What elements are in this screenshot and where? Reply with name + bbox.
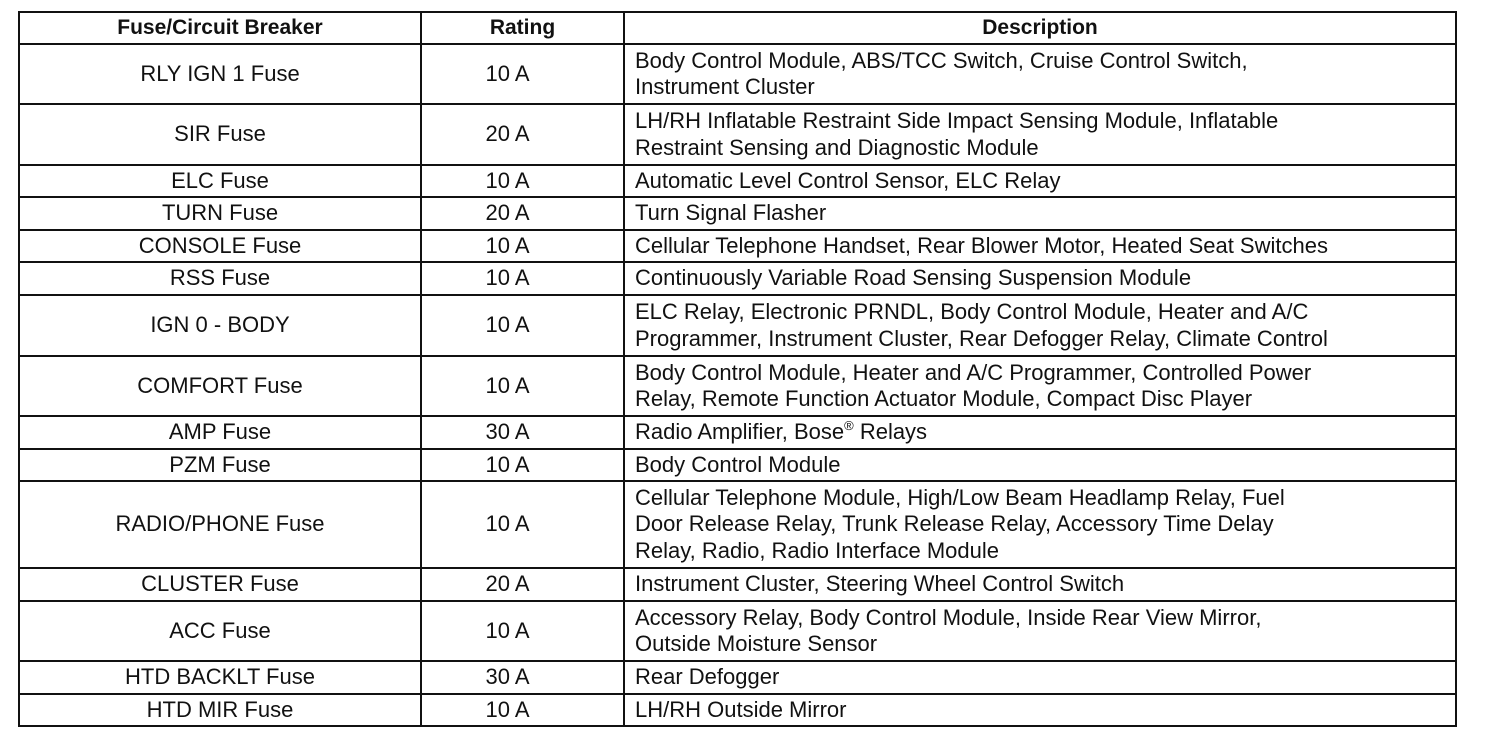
header-row	[19, 12, 1456, 44]
description-text-after: Relays	[853, 419, 928, 445]
table-row	[19, 230, 1456, 262]
fuse-description	[624, 481, 1456, 568]
fuse-name: HTD BACKLT Fuse	[19, 661, 421, 694]
fuse-rating: 10 A	[421, 694, 624, 726]
fuse-description	[624, 661, 1456, 694]
fuse-rating: 20 A	[421, 568, 624, 601]
fuse-rating: 10 A	[421, 165, 624, 197]
fuse-rating: 10 A	[421, 601, 624, 661]
table-row	[19, 165, 1456, 197]
fuse-description	[624, 449, 1456, 481]
registered-mark: ®	[844, 418, 854, 434]
fuse-name: HTD MIR Fuse	[19, 694, 421, 726]
description-text: Body Control Module	[635, 451, 841, 477]
fuse-rating: 10 A	[421, 481, 624, 568]
table-row	[19, 356, 1456, 416]
description-text: Accessory Relay, Body Control Module, Inside Rear View Mirror, Outside Moisture Sensor	[635, 604, 1262, 656]
fuse-rating: 30 A	[421, 416, 624, 449]
fuse-description	[624, 165, 1456, 197]
fuse-name: SIR Fuse	[19, 104, 421, 165]
header-rating: Rating	[421, 12, 624, 44]
description-text: Radio Amplifier, Bose	[635, 419, 845, 445]
table-row	[19, 197, 1456, 230]
description-text: ELC Relay, Electronic PRNDL, Body Control Module, Heater and A/C Programmer, Instrument Cluster, Rear Defogger Relay, Climate Control	[635, 299, 1328, 351]
fuse-name: CONSOLE Fuse	[19, 230, 421, 262]
table-row	[19, 44, 1456, 104]
fuse-description	[624, 197, 1456, 230]
fuse-description	[624, 416, 1456, 449]
table-row	[19, 449, 1456, 481]
fuse-rating: 10 A	[421, 262, 624, 295]
table-row	[19, 416, 1456, 449]
description-text: Body Control Module, ABS/TCC Switch, Cruise Control Switch, Instrument Cluster	[635, 47, 1248, 99]
table-row	[19, 295, 1456, 356]
fuse-name: RADIO/PHONE Fuse	[19, 481, 421, 568]
fuse-rating: 30 A	[421, 661, 624, 694]
fuse-name: RLY IGN 1 Fuse	[19, 44, 421, 104]
header-description: Description	[624, 12, 1456, 44]
table-row	[19, 601, 1456, 661]
table-row	[19, 694, 1456, 726]
table-row	[19, 262, 1456, 295]
fuse-rating: 10 A	[421, 449, 624, 481]
fuse-name: PZM Fuse	[19, 449, 421, 481]
fuse-name: TURN Fuse	[19, 197, 421, 230]
fuse-rating: 20 A	[421, 104, 624, 165]
fuse-description	[624, 44, 1456, 104]
fuse-rating: 10 A	[421, 356, 624, 416]
fuse-table-sheet	[18, 11, 1455, 727]
fuse-description	[624, 295, 1456, 356]
description-text: LH/RH Outside Mirror	[635, 696, 847, 722]
fuse-name: AMP Fuse	[19, 416, 421, 449]
fuse-description	[624, 262, 1456, 295]
fuse-rating: 10 A	[421, 44, 624, 104]
fuse-name: RSS Fuse	[19, 262, 421, 295]
fuse-description	[624, 694, 1456, 726]
fuse-rating: 10 A	[421, 295, 624, 356]
description-text: Continuously Variable Road Sensing Suspension Module	[635, 265, 1192, 291]
fuse-name: IGN 0 - BODY	[19, 295, 421, 356]
description-text: Automatic Level Control Sensor, ELC Relay	[635, 167, 1061, 193]
fuse-description	[624, 356, 1456, 416]
description-text: Cellular Telephone Handset, Rear Blower Motor, Heated Seat Switches	[635, 232, 1328, 258]
fuse-rating: 10 A	[421, 230, 624, 262]
fuse-name: ELC Fuse	[19, 165, 421, 197]
fuse-table	[18, 11, 1457, 727]
fuse-name: ACC Fuse	[19, 601, 421, 661]
table-row	[19, 568, 1456, 601]
fuse-name: COMFORT Fuse	[19, 356, 421, 416]
description-text: LH/RH Inflatable Restraint Side Impact Sensing Module, Inflatable Restraint Sensing and Diagnostic Module	[635, 108, 1279, 160]
description-text: Cellular Telephone Module, High/Low Beam Headlamp Relay, Fuel Door Release Relay, Trunk Release Relay, Accessory Time Delay Relay, Radio, Radio Interface Module	[635, 484, 1285, 563]
description-text: Turn Signal Flasher	[635, 200, 827, 226]
table-row	[19, 481, 1456, 568]
table-row	[19, 104, 1456, 165]
description-text: Rear Defogger	[635, 664, 780, 690]
fuse-description	[624, 104, 1456, 165]
header-fuse: Fuse/Circuit Breaker	[19, 12, 421, 44]
fuse-description	[624, 568, 1456, 601]
table-row	[19, 661, 1456, 694]
description-text: Instrument Cluster, Steering Wheel Control Switch	[635, 571, 1125, 597]
fuse-rating: 20 A	[421, 197, 624, 230]
description-text: Body Control Module, Heater and A/C Programmer, Controlled Power Relay, Remote Function Actuator Module, Compact Disc Player	[635, 359, 1312, 411]
fuse-description	[624, 601, 1456, 661]
fuse-name: CLUSTER Fuse	[19, 568, 421, 601]
fuse-description	[624, 230, 1456, 262]
